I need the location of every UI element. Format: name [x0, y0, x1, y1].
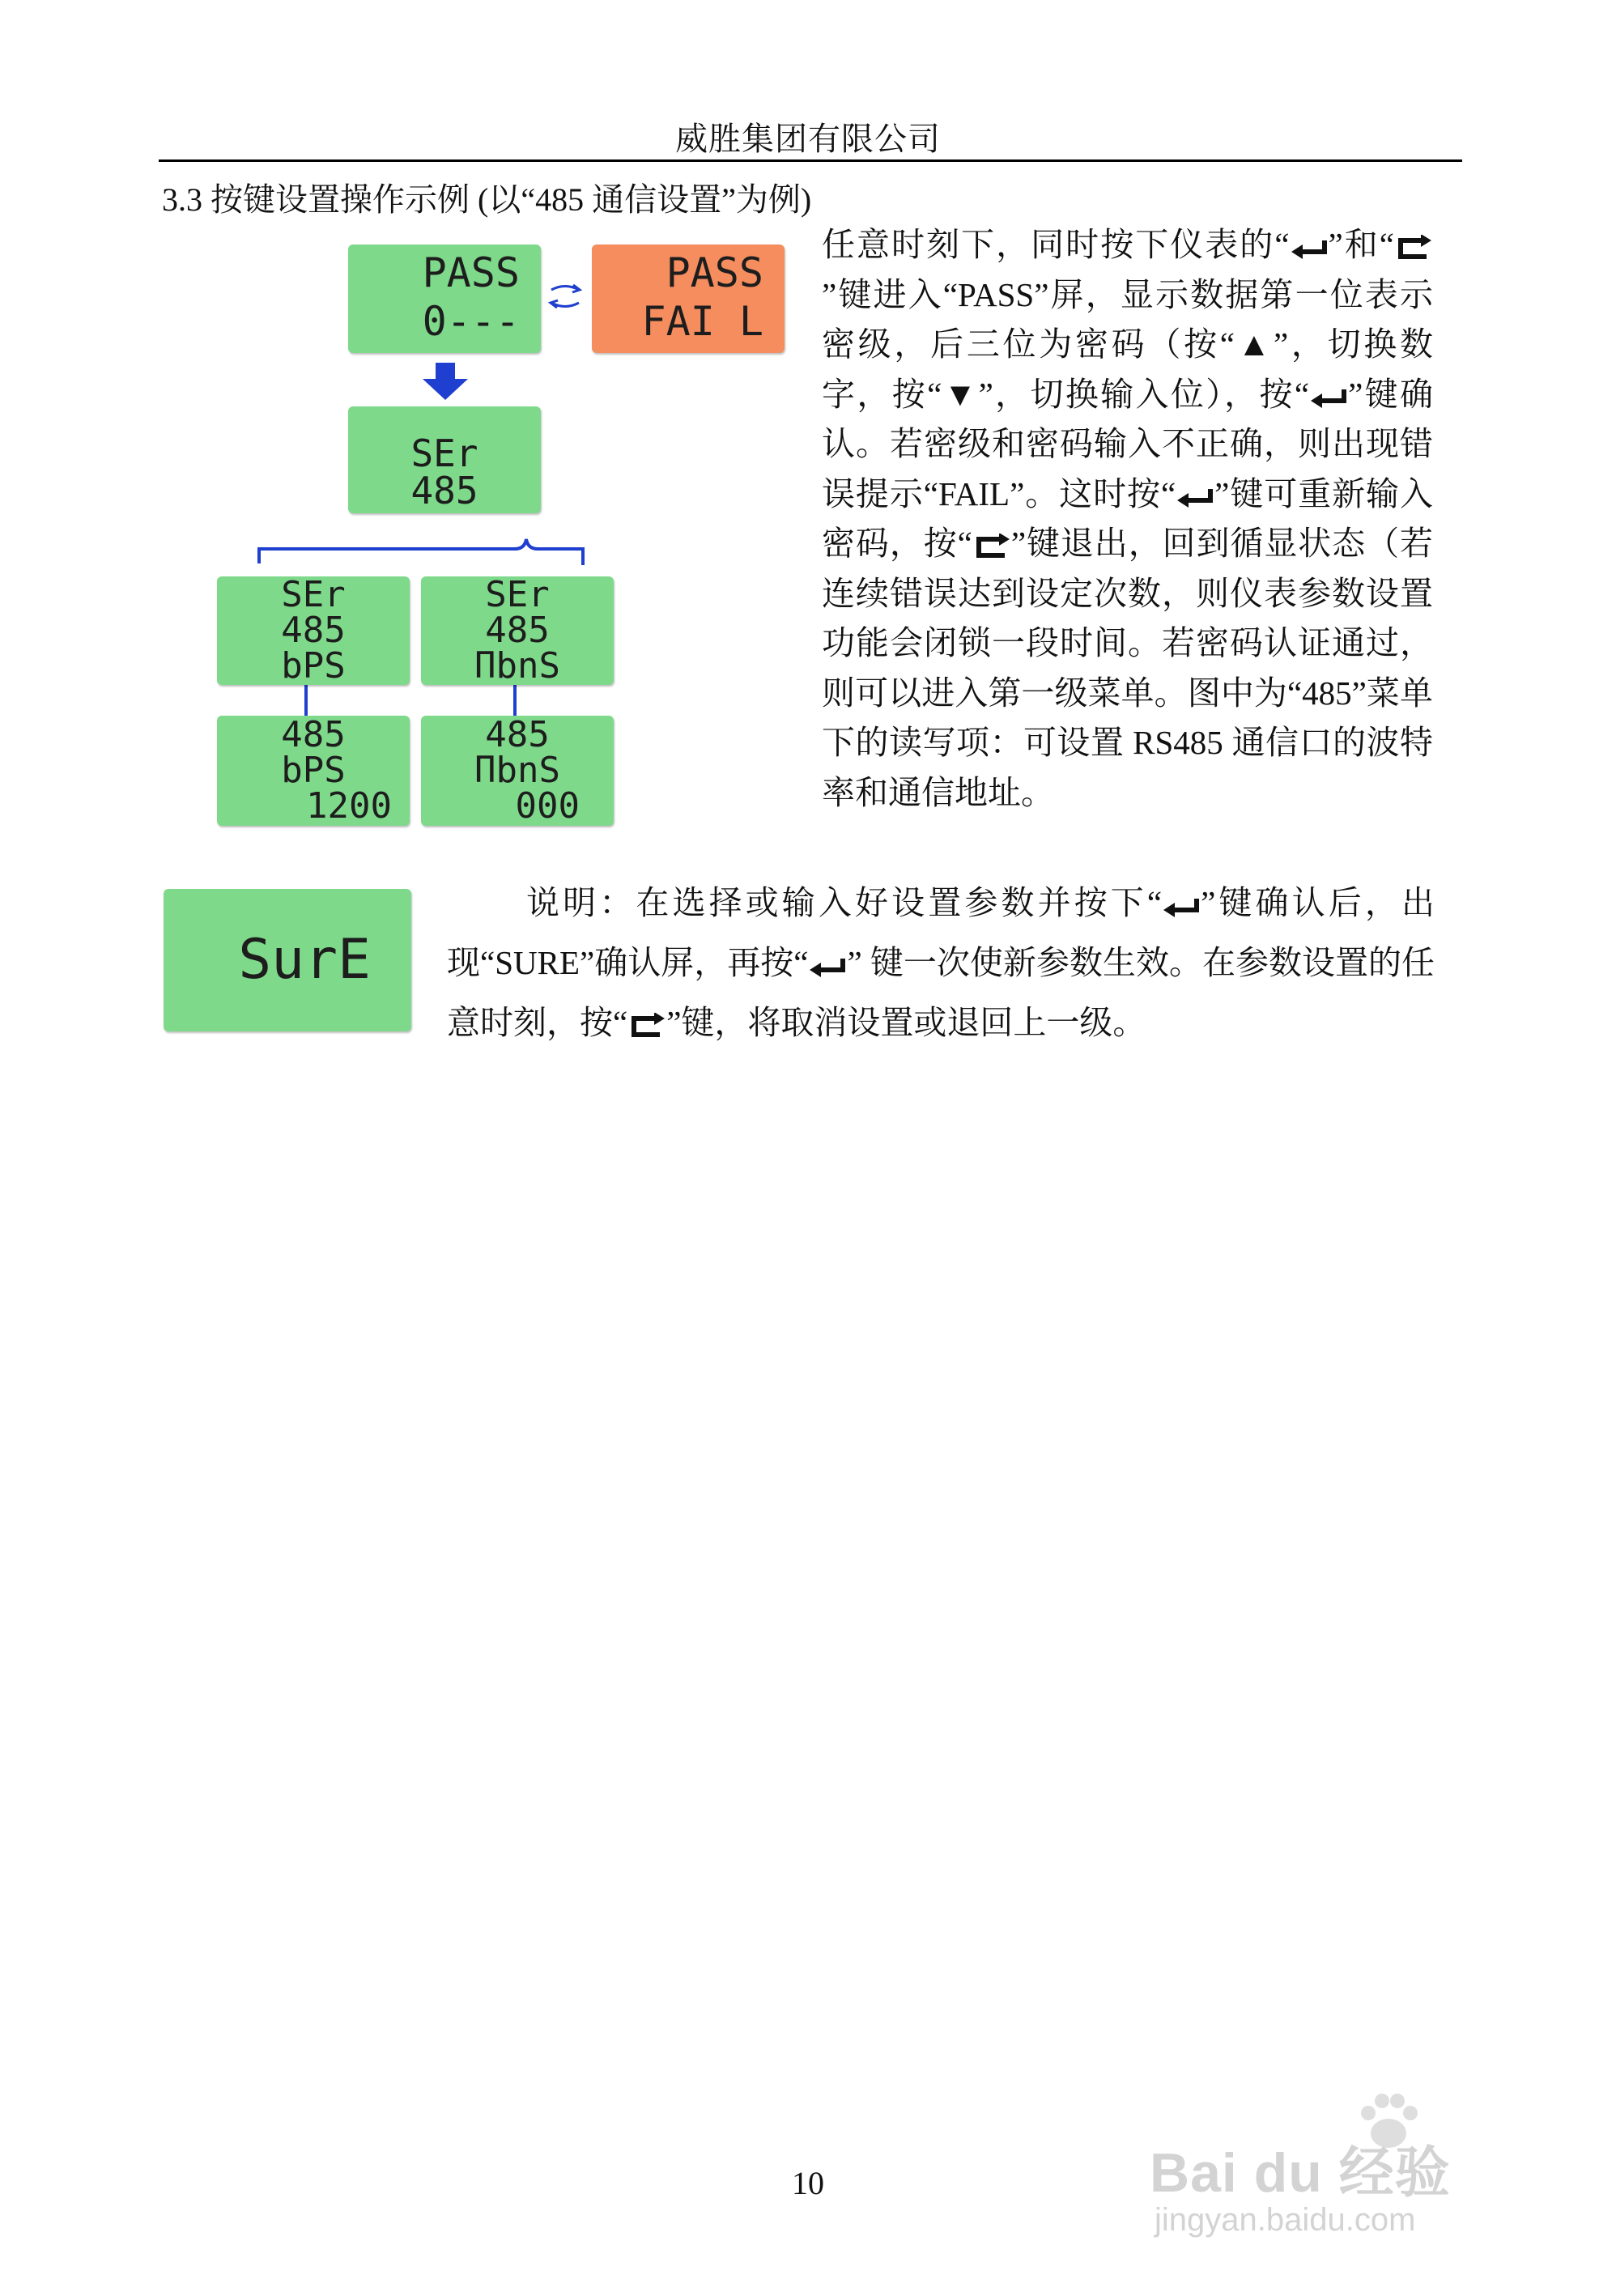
text-run: ”键退出，回到循显状态（若连续错误达到设定次数，则仪表参数设置功能会闭锁一段时间。若密码认证通过，则可以进入第一级菜单。图中为“485”菜单下的读写项：可设置 RS485 通信口的波特率和通信地址。: [822, 525, 1434, 811]
text-run: ”键，将取消设置或退回上一级。: [666, 1004, 1146, 1041]
lcd-line: 485: [485, 714, 550, 755]
branch-brace: [259, 539, 583, 565]
lcd-line: FAI L: [641, 298, 763, 345]
lcd-sure-screen: [164, 889, 411, 1031]
note-paragraph: [447, 873, 1435, 1052]
lcd-line: SEr: [410, 432, 478, 475]
lcd-line: PASS: [422, 249, 520, 296]
cycle-key-icon: [972, 534, 1011, 561]
watermark-url: jingyan.baidu.com: [1155, 2202, 1416, 2238]
lcd-line: PASS: [666, 249, 763, 296]
text-run: ”键可重新输入密码，按“: [822, 474, 1433, 562]
lcd-line: ΠbnS: [474, 750, 560, 791]
text-run: ”和“: [1328, 226, 1394, 263]
lcd-line: 0---: [422, 298, 520, 345]
lcd-line: 485: [281, 610, 346, 651]
watermark: [1150, 2089, 1530, 2251]
header-title: 威胜集团有限公司: [675, 121, 941, 157]
instruction-paragraph: [822, 220, 1433, 818]
enter-key-icon: [808, 956, 847, 977]
lcd-line: bPS: [281, 750, 346, 791]
text-run: ”键确认后，出现“SURE”确认屏，再按“: [447, 884, 1435, 981]
text-run: 任意时刻下，同时按下仪表的“: [822, 226, 1290, 263]
lcd-line: 485: [281, 714, 346, 755]
lcd-pass-screen: [348, 244, 541, 353]
lcd-fail-screen: [592, 244, 785, 353]
down-arrow-icon: [423, 363, 468, 400]
lcd-ser-screen: [348, 406, 541, 513]
lcd-line: 485: [485, 610, 550, 651]
lcd-line: SEr: [281, 574, 346, 615]
enter-key-icon: [1176, 487, 1214, 508]
watermark-brand: Bai du 经验: [1150, 2142, 1451, 2204]
enter-key-icon: [1309, 387, 1348, 408]
section-heading: 3.3 按键设置操作示例 (以“485 通信设置”为例): [162, 181, 812, 218]
text-run: ”键进入“PASS”屏，显示数据第一位表示密级，后三位为密码（按“▲”，切换数字，按“▼”，切换输入位），按“: [822, 275, 1433, 413]
enter-key-icon: [1162, 896, 1201, 917]
lcd-bps-screen: [217, 576, 410, 685]
cycle-key-icon: [1394, 235, 1433, 262]
lcd-bps-value-screen: [217, 716, 410, 826]
lcd-line: bPS: [281, 645, 346, 687]
lcd-line: 000: [515, 785, 580, 827]
lcd-address-value-screen: [421, 716, 614, 826]
text-run: ”键确认。若密级和密码输入不正确，则出现错误提示“FAIL”。这时按“: [822, 375, 1433, 512]
enter-key-icon: [1290, 238, 1329, 259]
lcd-address-screen: [421, 576, 614, 685]
text-run: 说明：在选择或输入好设置参数并按下“: [526, 884, 1163, 921]
text-run: ” 键一次使新参数生效。在参数设置的任意时刻，按“: [447, 944, 1435, 1041]
lcd-line: SurE: [238, 928, 371, 992]
swap-arrows-icon: [551, 285, 580, 308]
lcd-line: ΠbnS: [474, 645, 560, 687]
lcd-line: SEr: [485, 574, 550, 615]
lcd-line: 1200: [306, 785, 392, 827]
page-number: 10: [792, 2165, 824, 2201]
lcd-line: 485: [410, 469, 478, 512]
cycle-key-icon: [627, 1013, 666, 1040]
